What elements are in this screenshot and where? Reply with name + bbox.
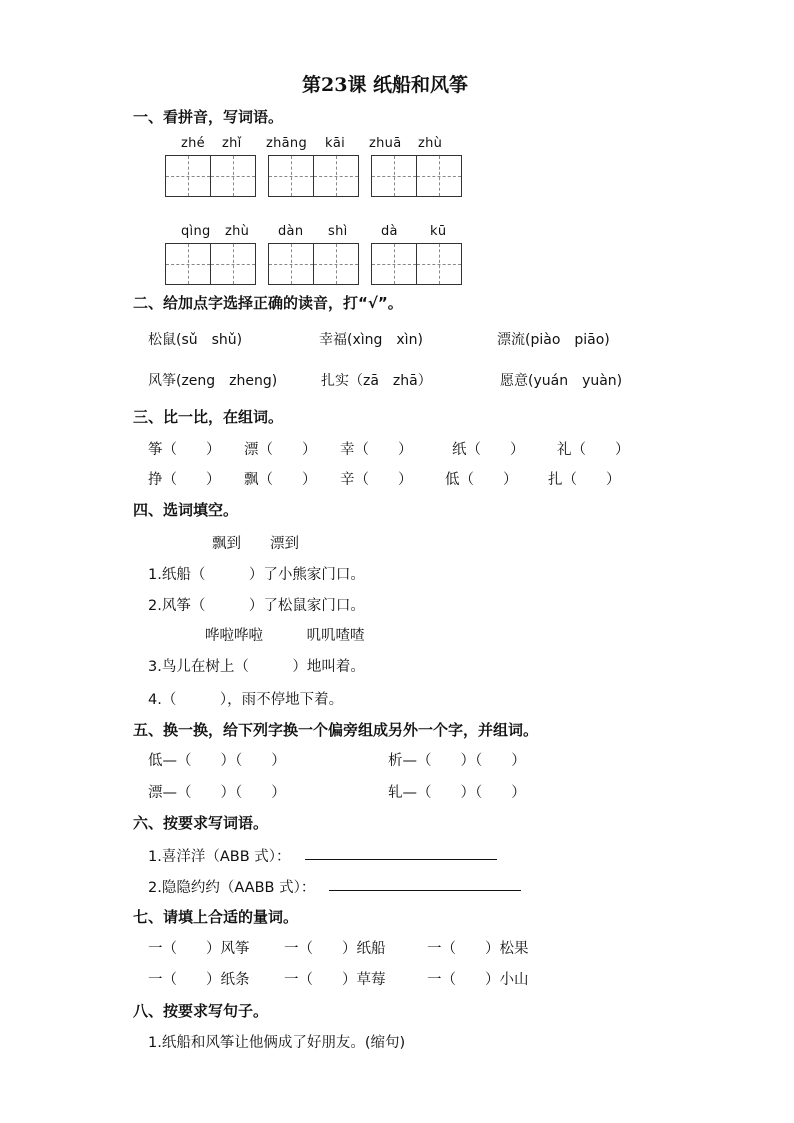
fill-question[interactable]: 4.（ ），雨不停地下着。 — [148, 692, 344, 708]
fill-question[interactable]: 3.鸟儿在树上（ ）地叫着。 — [148, 659, 365, 675]
measure-item[interactable]: 一（ ）松果 — [427, 941, 529, 957]
word-question: 2.隐隐约约（AABB 式）： — [148, 880, 316, 896]
pinyin-label: qìng — [181, 224, 211, 239]
section-1-heading: 一、看拼音，写词语。 — [133, 108, 284, 126]
compare-item[interactable]: 挣（ ） — [148, 472, 221, 488]
writing-box[interactable] — [416, 155, 462, 197]
swap-item[interactable]: 低—（ ）（ ） — [148, 753, 286, 769]
compare-item[interactable]: 漂（ ） — [244, 442, 317, 458]
writing-box[interactable] — [268, 155, 314, 197]
word-choices: 哗啦哗啦 叽叽喳喳 — [205, 628, 365, 644]
measure-item[interactable]: 一（ ）草莓 — [284, 972, 386, 988]
pinyin-label: zhāng — [266, 136, 308, 151]
measure-item[interactable]: 一（ ）纸条 — [148, 972, 250, 988]
pinyin-label: zhé — [181, 136, 205, 151]
swap-item[interactable]: 轧—（ ）（ ） — [388, 785, 526, 801]
fill-question[interactable]: 1.纸船（ ）了小熊家门口。 — [148, 567, 365, 583]
compare-item[interactable]: 辛（ ） — [340, 472, 413, 488]
compare-item[interactable]: 飘（ ） — [244, 472, 317, 488]
writing-box[interactable] — [165, 155, 211, 197]
writing-box[interactable] — [165, 243, 211, 285]
fill-question[interactable]: 2.风筝（ ）了松鼠家门口。 — [148, 598, 365, 614]
word-choices: 飘到 漂到 — [212, 536, 299, 552]
writing-box[interactable] — [416, 243, 462, 285]
reading-item[interactable]: 松鼠(sǔ shǔ) — [148, 332, 243, 348]
answer-line[interactable] — [329, 890, 521, 891]
swap-item[interactable]: 析—（ ）（ ） — [388, 753, 526, 769]
writing-box[interactable] — [371, 155, 417, 197]
reading-item[interactable]: 漂流(piào piāo) — [497, 332, 610, 348]
compare-item[interactable]: 扎（ ） — [548, 472, 621, 488]
word-question: 1.喜洋洋（ABB 式）： — [148, 849, 291, 865]
pinyin-label: dàn — [278, 224, 304, 239]
pinyin-label: zhù — [225, 224, 250, 239]
writing-box[interactable] — [210, 155, 256, 197]
compare-item[interactable]: 幸（ ） — [340, 442, 413, 458]
section-8-heading: 八、按要求写句子。 — [133, 1002, 269, 1020]
compare-item[interactable]: 礼（ ） — [557, 442, 630, 458]
section-2-heading: 二、给加点字选择正确的读音，打“√”。 — [133, 294, 403, 312]
pinyin-label: kū — [430, 224, 447, 239]
section-7-heading: 七、请填上合适的量词。 — [133, 908, 299, 926]
pinyin-label: kāi — [325, 136, 346, 151]
compare-item[interactable]: 筝（ ） — [148, 442, 221, 458]
reading-item[interactable]: 愿意(yuán yuàn) — [500, 373, 623, 389]
section-3-heading: 三、比一比，在组词。 — [133, 408, 284, 426]
compare-item[interactable]: 低（ ） — [445, 472, 518, 488]
pinyin-label: zhù — [418, 136, 443, 151]
writing-box[interactable] — [371, 243, 417, 285]
pinyin-label: zhǐ — [222, 136, 242, 151]
swap-item[interactable]: 漂—（ ）（ ） — [148, 785, 286, 801]
writing-box[interactable] — [268, 243, 314, 285]
section-5-heading: 五、换一换，给下列字换一个偏旁组成另外一个字，并组词。 — [133, 721, 539, 739]
answer-line[interactable] — [305, 859, 497, 860]
pinyin-label: dà — [381, 224, 398, 239]
pinyin-label: zhuā — [369, 136, 402, 151]
measure-item[interactable]: 一（ ）小山 — [427, 972, 529, 988]
section-6-heading: 六、按要求写词语。 — [133, 814, 269, 832]
measure-item[interactable]: 一（ ）风筝 — [148, 941, 250, 957]
measure-item[interactable]: 一（ ）纸船 — [284, 941, 386, 957]
section-4-heading: 四、选词填空。 — [133, 501, 239, 519]
reading-item[interactable]: 幸福(xìng xìn) — [319, 332, 423, 348]
reading-item[interactable]: 扎实（zā zhā） — [321, 373, 432, 389]
compare-item[interactable]: 纸（ ） — [452, 442, 525, 458]
sentence-question[interactable]: 1.纸船和风筝让他俩成了好朋友。(缩句) — [148, 1035, 406, 1051]
pinyin-label: shì — [328, 224, 348, 239]
writing-box[interactable] — [313, 155, 359, 197]
writing-box[interactable] — [313, 243, 359, 285]
reading-item[interactable]: 风筝(zeng zheng) — [148, 373, 278, 389]
writing-box[interactable] — [210, 243, 256, 285]
page-title: 第23课 纸船和风筝 — [302, 74, 469, 96]
